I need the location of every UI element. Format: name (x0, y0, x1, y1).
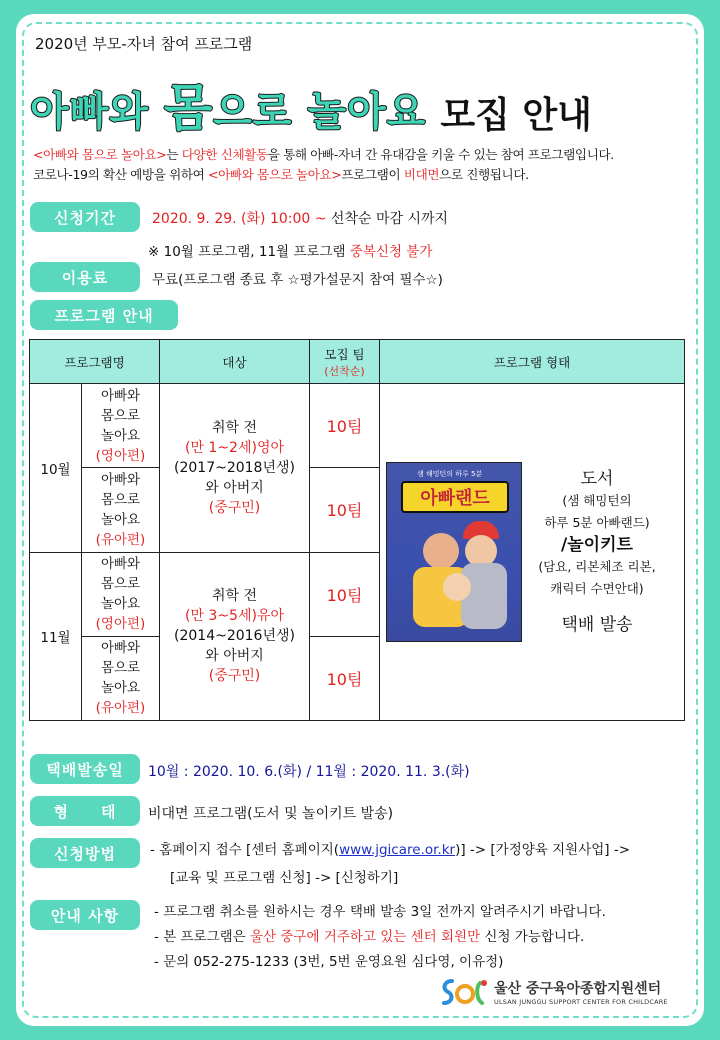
header-form: 프로그램 형태 (380, 340, 685, 384)
program-name-cell: 아빠와 몸으로 놀아요 (유아편) (82, 636, 160, 720)
fee-value: 무료(프로그램 종료 후 ☆평가설문지 참여 필수☆) (152, 272, 443, 288)
center-name-korean: 울산 중구육아종합지원센터 (494, 981, 662, 997)
format-label: 형 태 (30, 796, 140, 826)
month-cell: 10월 (30, 384, 82, 552)
team-cell: 10팀 (310, 636, 380, 720)
title-suffix: 모집 안내 (440, 95, 592, 136)
title-program-name: 아빠와 몸으로 놀아요 (30, 79, 427, 137)
team-cell: 10팀 (310, 468, 380, 552)
center-logo-icon (438, 977, 488, 1007)
month-cell: 11월 (30, 552, 82, 720)
center-name-english: ULSAN JUNGGU SUPPORT CENTER FOR CHILDCARE (494, 998, 668, 1006)
format-value: 비대면 프로그램(도서 및 놀이키트 발송) (148, 806, 394, 822)
program-table (29, 339, 685, 721)
program-name-cell: 아빠와 몸으로 놀아요 (유아편) (82, 468, 160, 552)
poster-subtitle: 2020년 부모-자녀 참여 프로그램 (35, 35, 253, 53)
program-name-cell: 아빠와 몸으로 놀아요 (영아편) (82, 384, 160, 468)
intro-text: <아빠와 몸으로 놀아요>는 다양한 신체활동을 통해 아빠-자녀 간 유대감을 키울 수 있는 참여 프로그램입니다. 코로나-19의 확산 예방을 위하여 <아빠와 몸으로 놀아요>프로그램이 비대면으로 진행됩니다. (33, 147, 614, 182)
method-label: 신청방법 (30, 838, 140, 868)
target-cell: 취학 전 (만 3~5세)유아 (2014~2016년생) 와 아버지 (중구민) (160, 552, 310, 720)
fee-label: 이용료 (30, 262, 140, 292)
poster-title (30, 70, 592, 140)
header-target: 대상 (160, 340, 310, 384)
method-line-2: [교육 및 프로그램 신청] -> [신청하기] (170, 870, 399, 886)
notice-line-3: - 문의 052-275-1233 (3번, 5번 운영요원 심다영, 이유정) (154, 954, 504, 970)
book-cover-image: 샘 해밍턴의 하루 5분 아빠랜드 (386, 462, 522, 642)
table-row (30, 384, 685, 468)
target-cell: 취학 전 (만 1~2세)영아 (2017~2018년생) 와 아버지 (중구민) (160, 384, 310, 552)
notice-line-1: - 프로그램 취소를 원하시는 경우 택배 발송 3일 전까지 알려주시기 바랍니다. (154, 904, 606, 920)
apply-period-note: ※ 10월 프로그램, 11월 프로그램 중복신청 불가 (148, 244, 433, 260)
form-description: 도서 (샘 해밍턴의 하루 5분 아빠랜드) /놀이키트 (담요, 리본체조 리본, 캐릭터 수면안대) 택배 발송 (538, 469, 656, 636)
delivery-value: 10월 : 2020. 10. 6.(화) / 11월 : 2020. 11. 3.(화) (148, 764, 470, 780)
program-guide-label: 프로그램 안내 (30, 300, 178, 330)
apply-period-value: 2020. 9. 29. (화) 10:00 ~ 선착순 마감 시까지 (152, 211, 449, 227)
team-cell: 10팀 (310, 384, 380, 468)
center-logo (438, 977, 668, 1007)
notice-line-2: - 본 프로그램은 울산 중구에 거주하고 있는 센터 회원만 신청 가능합니다. (154, 929, 585, 945)
header-team: 모집 팀 (선착순) (310, 340, 380, 384)
form-cell (380, 384, 685, 721)
header-program-name: 프로그램명 (30, 340, 160, 384)
program-name-cell: 아빠와 몸으로 놀아요 (영아편) (82, 552, 160, 636)
homepage-link[interactable]: www.jgicare.or.kr (339, 842, 456, 858)
team-cell: 10팀 (310, 552, 380, 636)
delivery-label: 택배발송일 (30, 754, 140, 784)
apply-period-label: 신청기간 (30, 202, 140, 232)
notice-label: 안내 사항 (30, 900, 140, 930)
table-header-row (30, 340, 685, 384)
method-line-1: - 홈페이지 접수 [센터 홈페이지(www.jgicare.or.kr)] -> [가정양육 지원사업] -> (150, 842, 631, 858)
